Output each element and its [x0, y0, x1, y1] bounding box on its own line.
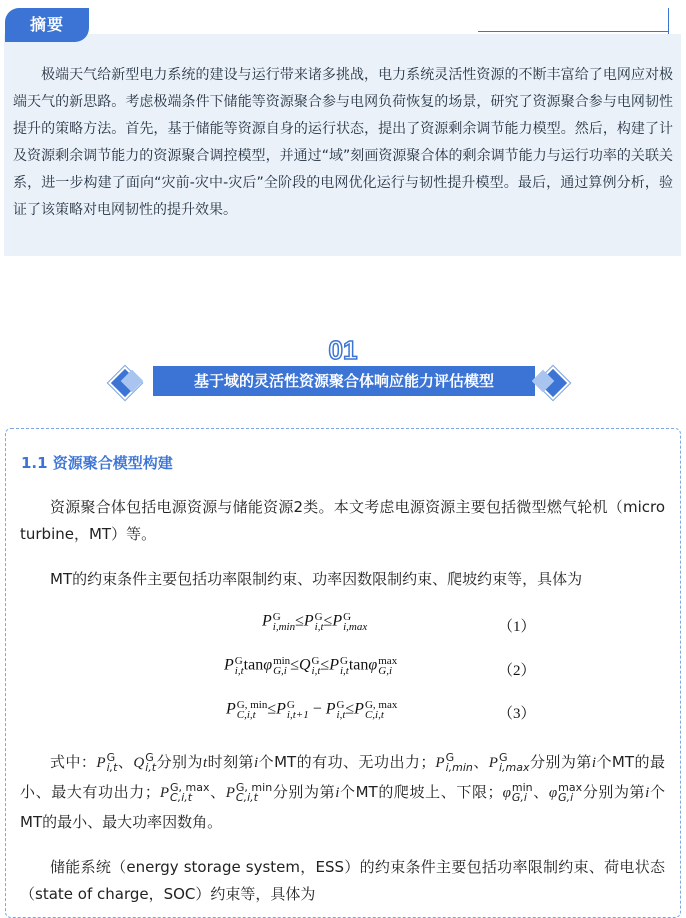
abstract-corner-line-horizontal: [478, 31, 668, 32]
paragraph-3: 储能系统（energy storage system，ESS）的约束条件主要包括功率限制约束、荷电状态（state of charge，SOC）约束等，具体为: [20, 858, 665, 903]
equation-2: P G i,t tanφ min G,i ≤Q G i,t ≤P G i,t tanφ max G,i: [224, 655, 398, 677]
equation-1: P G i,min ≤P G i,t ≤P G i,max: [262, 611, 368, 633]
abstract-tag: 摘要: [5, 8, 89, 42]
equation-1-number: （1）: [498, 619, 536, 635]
equation-3-number: （3）: [498, 706, 536, 722]
variable-description: 式中：P G i,t 、Q G i,t 分别为t时刻第i个MT的有功、无功出力；P G i,min 、P G i,max 分别为第i个MT的最小、最大有功出力；P G, max C,i,t 、P G, min C,i,t 分别为第i个MT的爬坡上、下限；φ min G,i 、φ max G,i 分别为第i个MT的最小、最大功率因数角。: [20, 750, 665, 831]
equation-3: P G, min C,i,t ≤P G i,t+1 − P G i,t ≤P G, max C,i,t: [226, 699, 398, 721]
section-number: 01: [328, 335, 358, 365]
abstract-text: 极端天气给新型电力系统的建设与运行带来诸多挑战，电力系统灵活性资源的不断丰富给了电网应对极端天气的新思路。考虑极端条件下储能等资源聚合参与电网负荷恢复的场景，研究了资源聚合参与电网韧性提升的策略方法。首先，基于储能等资源自身的运行状态，提出了资源剩余调节能力模型。然后，构建了计及资源剩余调节能力的资源聚合调控模型，并通过“域”刻画资源聚合体的剩余调节能力与运行功率的关联关系，进一步构建了面向“灾前-灾中-灾后”全阶段的电网优化运行与韧性提升模型。最后，通过算例分析，验证了该策略对电网韧性的提升效果。: [13, 67, 673, 218]
subsection-title: 1.1 资源聚合模型构建: [21, 454, 173, 472]
equation-2-number: （2）: [498, 663, 536, 679]
paragraph-2: MT的约束条件主要包括功率限制约束、功率因数限制约束、爬坡约束等，具体为: [50, 570, 583, 588]
section-title: 基于域的灵活性资源聚合体响应能力评估模型: [153, 366, 535, 396]
paragraph-1: 资源聚合体包括电源资源与储能资源2类。本文考虑电源资源主要包括微型燃气轮机（micro turbine，MT）等。: [20, 498, 665, 543]
